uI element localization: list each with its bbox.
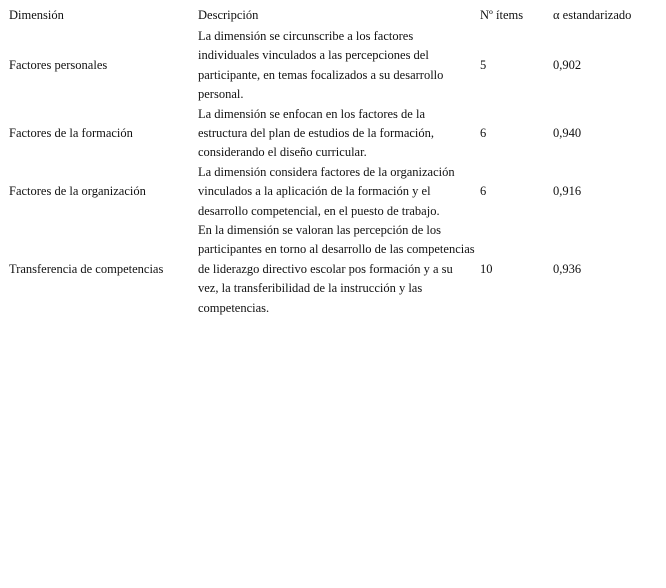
table-row [9, 105, 663, 163]
cell-description: En la dimensión se valoran las percepción de los participantes en torno al desarrollo de las competencias de liderazgo directivo escolar pos formación y a su vez, la transferibilidad de la instrucción y las competencias. [198, 223, 475, 315]
cell-items: 6 [480, 184, 487, 199]
cell-alpha: 0,940 [553, 126, 582, 141]
header-dimension: Dimensión [9, 8, 64, 23]
cell-dimension: Transferencia de competencias [9, 261, 164, 276]
cell-dimension: Factores de la formación [9, 126, 133, 141]
cell-items: 6 [480, 126, 487, 141]
cell-items: 10 [480, 261, 493, 276]
cell-description: La dimensión se enfocan en los factores de la estructura del plan de estudios de la formación, considerando el diseño curricular. [198, 106, 435, 160]
cell-alpha: 0,916 [553, 184, 582, 199]
cell-description: La dimensión considera factores de la organización vinculados a la aplicación de la formación y el desarrollo competencial, en el puesto de trabajo. [198, 164, 455, 218]
cell-dimension: Factores de la organización [9, 184, 146, 199]
cell-description: La dimensión se circunscribe a los factores individuales vinculados a las percepciones del participante, en temas focalizados a su desarrollo personal. [198, 29, 444, 102]
cell-dimension: Factores personales [9, 58, 108, 73]
table-row [9, 27, 663, 105]
cell-alpha: 0,936 [553, 261, 582, 276]
cell-alpha: 0,902 [553, 58, 582, 73]
table-row [9, 221, 663, 318]
table-row [9, 163, 663, 221]
header-description: Descripción [198, 8, 259, 23]
header-items: Nº ítems [480, 8, 524, 23]
header-alpha: α estandarizado [553, 8, 632, 23]
dimensions-table [9, 5, 663, 318]
table-header-row [9, 5, 663, 27]
cell-items: 5 [480, 58, 487, 73]
